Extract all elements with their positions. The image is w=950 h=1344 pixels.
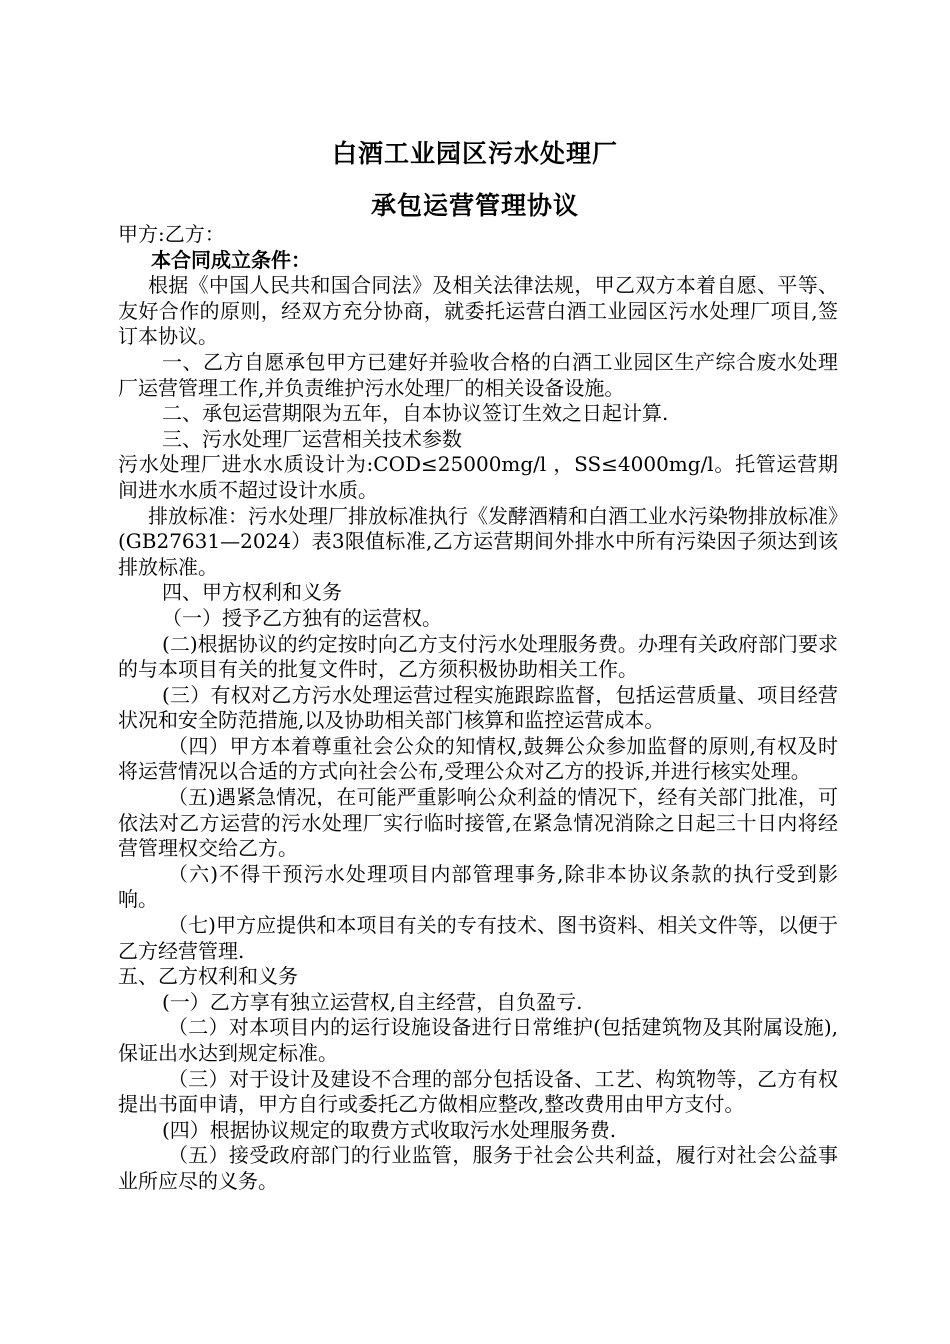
document-title-line1: 白酒工业园区污水处理厂 — [331, 139, 618, 168]
inflow-quality-paragraph: 污水处理厂进水水质设计为:COD≤25000mg/l ，SS≤4000mg/l。托管运营期间进水水质不超过设计水质。 — [118, 452, 838, 502]
party-a-item-6: （六)不得干预污水处理项目内部管理事务,除非本协议条款的执行受到影响。 — [118, 861, 838, 912]
section-5-heading: 五、乙方权利和义务 — [118, 964, 298, 989]
party-b-item-3: （三）对于设计及建设不合理的部分包括设备、工艺、构筑物等，乙方有权提出书面申请，甲方自行或委托乙方做相应整改,整改费用由甲方支付。 — [118, 1066, 838, 1117]
paragraph-preamble: 根据《中国人民共和国合同法》及相关法律法规，甲乙双方本着自愿、平等、友好合作的原则，经双方充分协商，就委托运营白酒工业园区污水处理厂项目,签订本协议。 — [118, 273, 838, 349]
party-a-item-1: （一）授予乙方独有的运营权。 — [162, 605, 442, 630]
parties-line: 甲方:乙方： — [118, 222, 225, 246]
party-b-item-1: (一）乙方享有独立运营权,自主经营，自负盈亏. — [162, 989, 583, 1014]
party-a-item-3: (三）有权对乙方污水处理运营过程实施跟踪监督，包括运营质量、项目经营状况和安全防范措施,以及协助相关部门核算和监控运营成本。 — [118, 682, 838, 733]
document-title-line2: 承包运营管理协议 — [370, 191, 579, 220]
clause-2: 二、承包运营期限为五年，自本协议签订生效之日起计算. — [162, 401, 669, 426]
document-body — [118, 222, 838, 1195]
party-a-item-4: （四）甲方本着尊重社会公众的知情权,鼓舞公众参加监督的原则,有权及时将运营情况以合适的方式向社会公布,受理公众对乙方的投诉,并进行核实处理。 — [118, 733, 838, 784]
section-4-heading: 四、甲方权利和义务 — [162, 580, 342, 605]
party-a-item-5: （五)遇紧急情况，在可能严重影响公众利益的情况下，经有关部门批准，可依法对乙方运营的污水处理厂实行临时接管,在紧急情况消除之日起三十日内将经营管理权交给乙方。 — [118, 785, 838, 861]
clause-3-heading: 三、污水处理厂运营相关技术参数 — [162, 426, 462, 451]
party-b-item-2: （二）对本项目内的运行设施设备进行日常维护(包括建筑物及其附属设施),保证出水达到规定标准。 — [118, 1015, 838, 1065]
party-a-item-2: (二)根据协议的约定按时向乙方支付污水处理服务费。办理有关政府部门要求的与本项目有关的批复文件时，乙方须积极协助相关工作。 — [118, 631, 838, 682]
party-b-item-4: (四）根据协议规定的取费方式收取污水处理服务费. — [162, 1117, 617, 1142]
section-heading-conditions: 本合同成立条件： — [151, 247, 311, 272]
discharge-standard-paragraph: 排放标准：污水处理厂排放标准执行《发酵酒精和白酒工业水污染物排放标准》(GB27631—2024）表3限值标准,乙方运营期间外排水中所有污染因子须达到该排放标准。 — [118, 503, 838, 579]
clause-1: 一、乙方自愿承包甲方已建好并验收合格的白酒工业园区生产综合废水处理厂运营管理工作,并负责维护污水处理厂的相关设备设施。 — [118, 349, 838, 400]
party-b-item-5: （五）接受政府部门的行业监管，服务于社会公共利益，履行对社会公益事业所应尽的义务。 — [118, 1143, 838, 1193]
party-a-item-7: （七)甲方应提供和本项目有关的专有技术、图书资料、相关文件等，以便于乙方经营管理. — [118, 913, 838, 963]
